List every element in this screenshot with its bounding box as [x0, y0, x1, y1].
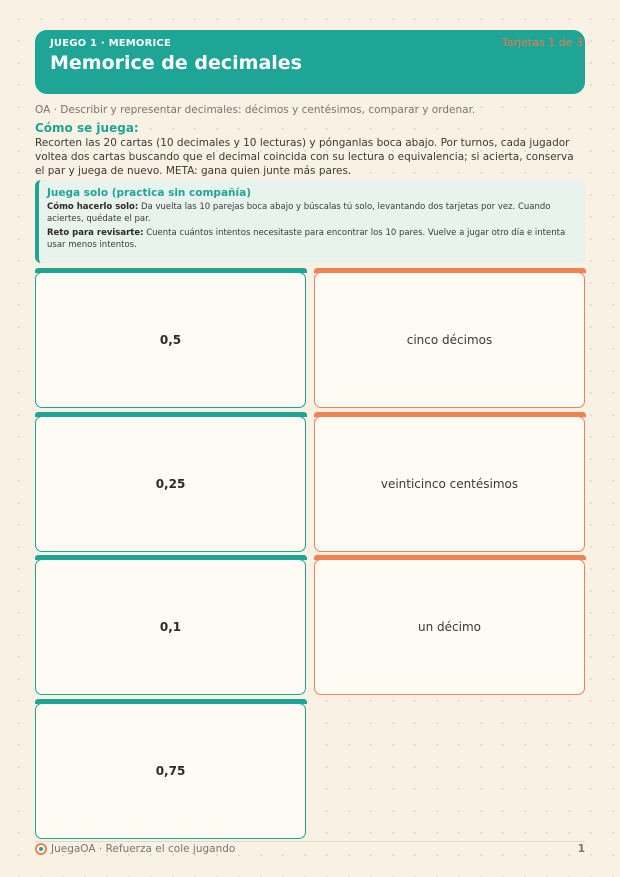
page-number: 1 [577, 843, 585, 855]
footer-brand: JuegaOA · Refuerza el cole jugando [51, 843, 236, 855]
solo-how-text: Da vuelta las 10 parejas boca abajo y búscalas tú solo, levantando dos tarjetas por vez. Cuando aciertes, quédate el par. [47, 202, 551, 224]
game-header [35, 30, 585, 94]
card-decimal [35, 416, 306, 552]
card-text: 0,75 [155, 764, 186, 778]
card-text: 0,5 [159, 333, 182, 347]
solo-how-label: Cómo hacerlo solo: [47, 202, 139, 212]
card-decimal [35, 703, 306, 839]
solo-how [47, 202, 575, 225]
brand-logo-icon [35, 843, 47, 855]
learning-objective: OA · Describir y representar decimales: décimos y centésimos, comparar y ordenar. [35, 104, 476, 116]
card-decimal [35, 559, 306, 695]
solo-challenge-label: Reto para revisarte: [47, 228, 144, 238]
card-text: veinticinco centésimos [380, 477, 519, 491]
card-text: un décimo [418, 620, 481, 634]
card-text: 0,1 [159, 620, 182, 634]
card-reading [314, 272, 585, 408]
page-title: Memorice de decimales [50, 52, 302, 74]
solo-play-box [35, 180, 585, 263]
card-reading [314, 416, 585, 552]
game-kicker: JUEGO 1 · MEMORICE [50, 38, 172, 49]
page-tag: Tarjetas 1 de 3 [501, 36, 583, 49]
card-text: 0,25 [155, 477, 186, 491]
solo-challenge-text: Cuenta cuántos intentos necesitaste para encontrar los 10 pares. Vuelve a jugar otro día e intenta usar menos intentos. [47, 228, 566, 250]
solo-challenge [47, 228, 575, 251]
footer-divider [35, 841, 585, 842]
card-decimal [35, 272, 306, 408]
card-reading [314, 559, 585, 695]
how-to-title: Cómo se juega: [35, 121, 139, 135]
solo-title: Juega solo (practica sin compañía) [47, 187, 251, 199]
card-text: cinco décimos [406, 333, 493, 347]
how-to-text: Recorten las 20 cartas (10 decimales y 10 lecturas) y pónganlas boca abajo. Por turnos, cada jugador voltea dos cartas buscando que el decimal coincida con su lectura o equivalencia; si acierta, conserva el par y juega de nuevo. META: gana quien junte más pares. [35, 137, 574, 177]
